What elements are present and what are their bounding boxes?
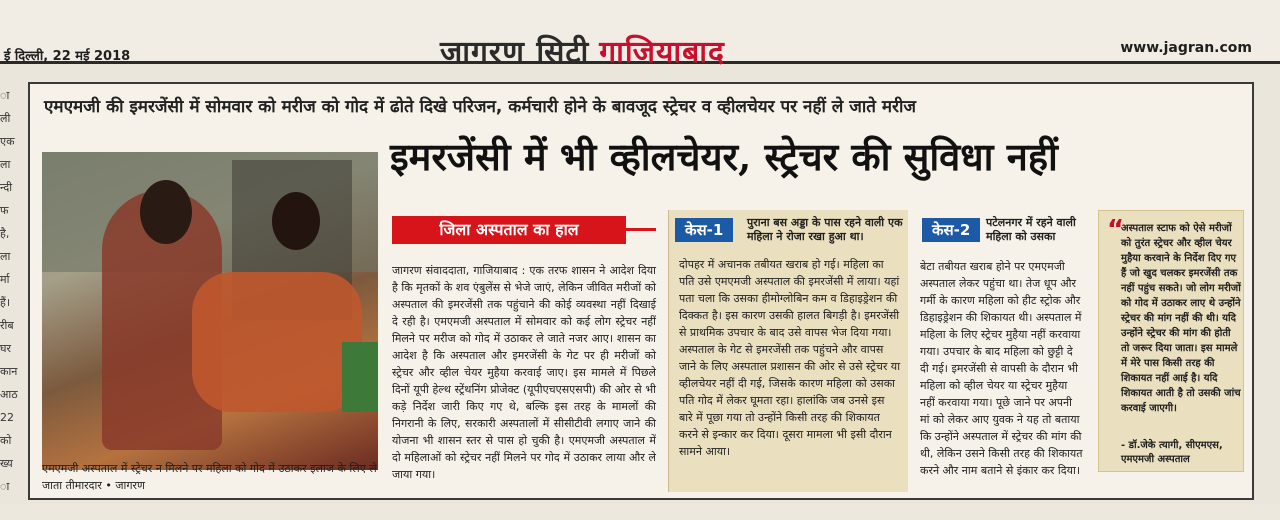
article-headline: इमरजेंसी में भी व्हीलचेयर, स्ट्रेचर की सुविधा नहीं: [390, 134, 1058, 179]
article-kicker: एमएमजी की इमरजेंसी में सोमवार को मरीज को गोद में ढोते दिखे परिजन, कर्मचारी होने के बावजूद स्ट्रेचर व व्हीलचेयर पर नहीं ले जाते मरीज: [44, 97, 917, 117]
masthead: [0, 0, 1280, 70]
fragment-line: ली: [0, 112, 11, 125]
section-divider: [626, 228, 656, 231]
fragment-line: आठ: [0, 388, 18, 401]
fragment-line: एक: [0, 135, 15, 148]
news-photo: [42, 152, 378, 470]
case-1-intro: पुराना बस अड्डा के पास रहने वाली एक महिला ने रोजा रखा हुआ था।: [747, 216, 903, 243]
fragment-line: को: [0, 434, 12, 447]
case-1-text: दोपहर में अचानक तबीयत खराब हो गई। महिला का पति उसे एमएमजी अस्पताल की इमरजेंसी में लाया। यहां पता चला कि उसका हीमोग्लोबिन कम व डिहाइड्रेशन की दिक्कत है। इस कारण उसकी हालत बिगड़ी है। इमरजेंसी से प्राथमिक उपचार के बाद उसे वापस भेज दिया गया। अस्पताल के गेट से इमरजेंसी तक पहुंचने और वापस जाने के लिए अस्पताल प्रशासन की ओर से उसे स्ट्रेचर या व्हीलचेयर नहीं दी गई, जिसके कारण महिला को उसका पति गोद में लेकर घूमता रहा। हालांकि जब उनसे इस बारे में पूछा गया तो उन्होंने किसी तरह की शिकायत करने से इन्कार कर दिया। दूसरा मामला भी इसी दौरान सामने आया।: [679, 258, 901, 458]
quote-text: अस्पताल स्टाफ को ऐसे मरीजों को तुरंत स्ट्रेचर और व्हील चेयर मुहैया करवाने के निर्देश दिए गए हैं जो खुद चलकर इमरजेंसी तक नहीं पहुंच सकते। जो लोग मरीजों को गोद में उठाकर लाए थे उन्होंने स्ट्रेचर की मांग नहीं की थी। यदि उन्होंने स्ट्रेचर की मांग की होती तो जरूर दिया जाता। इस मामले में मेरे पास किसी तरह की शिकायत नहीं आई है। यदि शिकायत आती है तो उसकी जांच करवाई जाएगी।: [1121, 223, 1241, 414]
article-body: जागरण संवाददाता, गाजियाबाद : एक तरफ शासन ने आदेश दिया है कि मृतकों के शव एंबुलेंस से भेजे जाएं, लेकिन जीवित मरीजों को अस्पताल की इमरजेंसी तक पहुंचाने की कोई व्यवस्था नहीं दिखाई दे रही है। एमएमजी अस्पताल में सोमवार को कई लोग स्ट्रेचर नहीं मिलने पर मरीज को गोद में उठाकर ले जाते नजर आए। शासन का आदेश है कि अस्पताल और इमरजेंसी के गेट पर ही मरीजों को स्ट्रेचर और व्हील चेयर मुहैया करवाई जाए। इस मामले में पिछले दिनों यूपी हेल्थ स्ट्रेंथनिंग प्रोजेक्ट (यूपीएचएसएसपी) की ओर से भी कड़े निर्देश जारी किए गए थे, बल्कि इस तरह के मामलों की निगरानी के लिए, सरकारी अस्पतालों में सीसीटीवी लगाए जाने की योजना भी शासन स्तर से पास हो चुकी है। एमएमजी अस्पताल में दो महिलाओं को स्ट्रेचर नहीं मिलने पर गोद में उठाकर लाया और ले जाया गया।: [392, 264, 656, 481]
fragment-line: 22: [0, 411, 14, 424]
news-article: [28, 82, 1254, 500]
case-2-label: केस-2: [922, 218, 980, 242]
official-quote-box: [1098, 210, 1244, 472]
brand-name: जागरण सिटी: [440, 35, 590, 70]
newspaper-brand: [440, 30, 725, 71]
case-1-label: केस-1: [675, 218, 733, 242]
fragment-line: घर: [0, 342, 11, 355]
website-link[interactable]: www.jagran.com: [1120, 40, 1252, 56]
fragment-line: फ: [0, 204, 9, 217]
photo-caption: एमएमजी अस्पताल में स्ट्रेचर न मिलने पर महिला को गोद में उठाकर इलाज के लिए ले जाता तीमारदार • जागरण: [42, 462, 377, 492]
quote-author: - डॉ.जेके त्यागी, सीएमएस, एमएमजी अस्पताल: [1121, 440, 1223, 465]
fragment-line: र्मा: [0, 273, 10, 286]
brand-city: गाजियाबाद: [599, 35, 725, 70]
adjacent-column-fragment: [0, 84, 24, 504]
fragment-line: ा: [0, 480, 10, 493]
quote-icon: “: [1107, 215, 1125, 245]
fragment-line: न्दी: [0, 181, 13, 194]
fragment-line: कान: [0, 365, 18, 378]
case-1-box: [668, 210, 908, 492]
section-tag: जिला अस्पताल का हाल: [392, 216, 626, 244]
fragment-line: रीब: [0, 319, 14, 332]
fragment-line: है,: [0, 227, 10, 240]
case-2-intro: पटेलनगर में रहने वाली महिला को उसका: [986, 216, 1076, 243]
case-2-text: बेटा तबीयत खराब होने पर एमएमजी अस्पताल लेकर पहुंचा था। तेज धूप और गर्मी के कारण महिला को हीट स्ट्रोक और डिहाइड्रेशन की शिकायत थी। अस्पताल में महिला के लिए स्ट्रेचर मुहैया नहीं करवाया गया। उपचार के बाद महिला को छुट्टी दे दी गई। इमरजेंसी से वापसी के दौरान भी महिला को व्हील चेयर या स्ट्रेचर मुहैया नहीं करवाया गया। पूछे जाने पर अपनी मां को लेकर आए युवक ने यह तो बताया कि उन्होंने अस्पताल में स्ट्रेचर की मांग की थी, लेकिन उसने किसी तरह की शिकायत करने और नाम बताने से इंकार कर दिया।: [920, 260, 1083, 477]
fragment-line: हैं।: [0, 296, 11, 309]
fragment-line: ला: [0, 158, 11, 171]
fragment-line: ख्य: [0, 457, 13, 470]
edition-date: ई दिल्ली, 22 मई 2018: [4, 49, 131, 64]
next-article-fragment: [0, 504, 1280, 520]
fragment-line: ला: [0, 250, 11, 263]
fragment-line: ा: [0, 89, 10, 102]
case-2-box: [916, 210, 1086, 492]
